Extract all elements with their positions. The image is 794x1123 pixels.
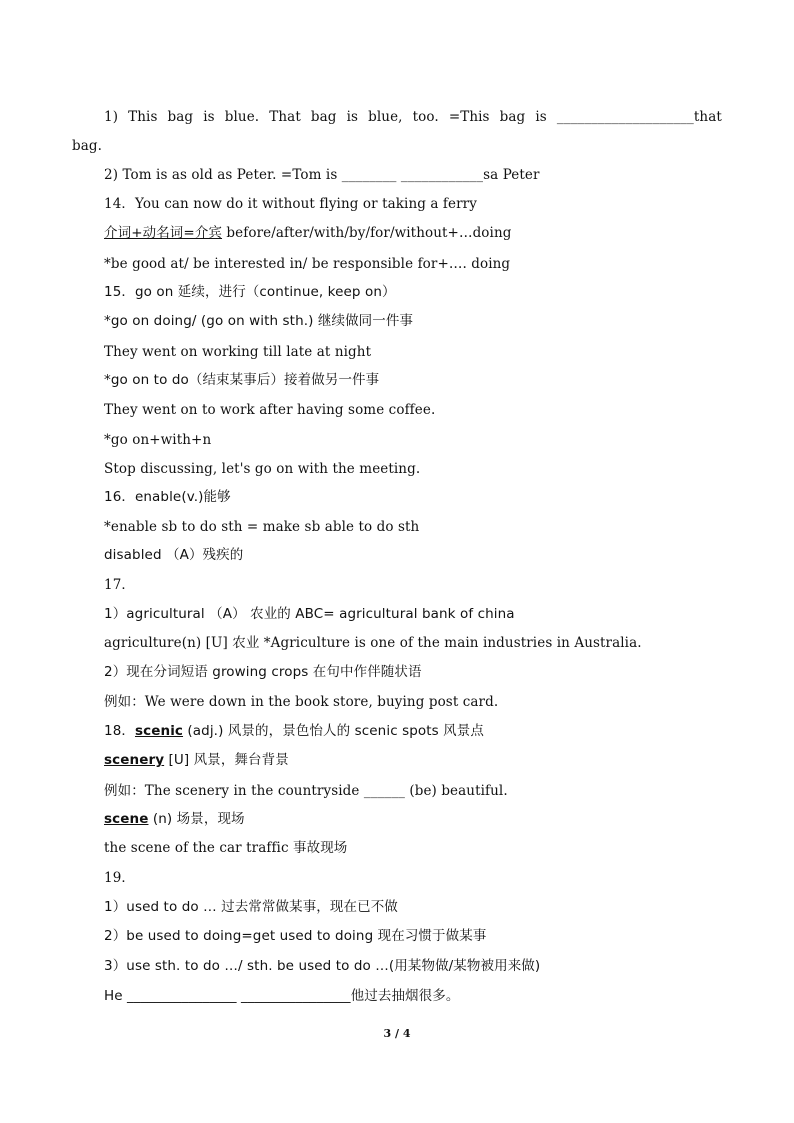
word: =This bbox=[448, 109, 490, 125]
item-14-heading: 14．You can now do it without flying or taking a ferry bbox=[104, 196, 477, 212]
word-agriculture: agriculture(n) [U] 农业 *Agriculture is one of the main industries in Australia. bbox=[104, 635, 642, 651]
word: bag bbox=[167, 109, 194, 125]
keyword-scenery: scenery bbox=[104, 752, 165, 768]
exercise-1-line bbox=[104, 107, 722, 127]
usage-enable: *enable sb to do sth = make sb able to do sth bbox=[104, 519, 420, 535]
word: is bbox=[535, 109, 547, 125]
usage-go-on-doing: *go on doing/ (go on with sth.) 继续做同一件事 bbox=[104, 313, 414, 329]
word: ____________________that bbox=[556, 109, 722, 125]
example-sentence: Stop discussing, let's go on with the meeting. bbox=[104, 461, 421, 477]
example-sentence: They went on working till late at night bbox=[104, 344, 372, 360]
item-15-heading: 15．go on 延续，进行（continue, keep on） bbox=[104, 284, 396, 300]
keyword-scene: scene bbox=[104, 811, 149, 827]
item-18-heading bbox=[104, 721, 722, 741]
item-19-heading: 19． bbox=[104, 870, 135, 886]
word: too. bbox=[412, 109, 439, 125]
word: That bbox=[269, 109, 301, 125]
word-scenery bbox=[104, 750, 722, 770]
item-17-heading: 17． bbox=[104, 577, 135, 593]
usage-be-used-to-doing: 2）be used to doing=get used to doing 现在习惯于做某事 bbox=[104, 928, 487, 944]
word: blue. bbox=[224, 109, 260, 125]
usage-use-sth-to-do: 3）use sth. to do …/ sth. be used to do …(用某物做/某物被用来做) bbox=[104, 958, 541, 974]
word-disabled: disabled （A）残疾的 bbox=[104, 547, 244, 563]
usage-go-on-to-do: *go on to do（结束某事后）接着做另一件事 bbox=[104, 372, 380, 388]
definition-text: (n) 场景，现场 bbox=[148, 811, 245, 827]
definition-text: [U] 风景，舞台背景 bbox=[164, 752, 289, 768]
definition-text: (adj.) 风景的，景色怡人的 scenic spots 风景点 bbox=[183, 723, 484, 739]
keyword-scenic: scenic bbox=[134, 723, 184, 739]
example-sentence: 例如：The scenery in the countryside ______ (be) beautiful. bbox=[104, 783, 508, 799]
word-agricultural: 1）agricultural （A） 农业的 ABC= agricultural bank of china bbox=[104, 606, 515, 622]
word-scene bbox=[104, 809, 722, 829]
grammar-rule-text: before/after/with/by/for/without+…doing bbox=[222, 225, 512, 241]
example-phrase: the scene of the car traffic 事故现场 bbox=[104, 840, 348, 856]
word: This bbox=[128, 109, 158, 125]
word: bag bbox=[499, 109, 526, 125]
exercise-1-continuation: bag. bbox=[72, 138, 103, 154]
example-sentence: 例如：We were down in the book store, buying post card. bbox=[104, 694, 499, 710]
item-number: 18． bbox=[104, 723, 135, 739]
grammar-rule-line bbox=[104, 223, 722, 243]
phrase-list-line: *be good at/ be interested in/ be responsible for+…. doing bbox=[104, 256, 511, 272]
page-number: 3 / 4 bbox=[383, 1027, 411, 1040]
word: blue, bbox=[368, 109, 403, 125]
item-16-heading: 16．enable(v.)能够 bbox=[104, 489, 231, 505]
exercise-fill-blank: He ________________ ________________他过去抽烟很多。 bbox=[104, 988, 460, 1004]
example-sentence: They went on to work after having some coffee. bbox=[104, 402, 436, 418]
word: is bbox=[346, 109, 359, 125]
participle-note: 2）现在分词短语 growing crops 在句中作伴随状语 bbox=[104, 664, 422, 680]
word: is bbox=[203, 109, 215, 125]
usage-go-on-with: *go on+with+n bbox=[104, 432, 212, 448]
word: bag bbox=[310, 109, 337, 125]
word: 1) bbox=[104, 109, 119, 125]
exercise-2-line: 2) Tom is as old as Peter. =Tom is ________ ____________sa Peter bbox=[104, 167, 540, 183]
usage-used-to-do: 1）used to do … 过去常常做某事，现在已不做 bbox=[104, 899, 398, 915]
grammar-rule-underlined: 介词+动名词=介宾 bbox=[104, 225, 223, 241]
